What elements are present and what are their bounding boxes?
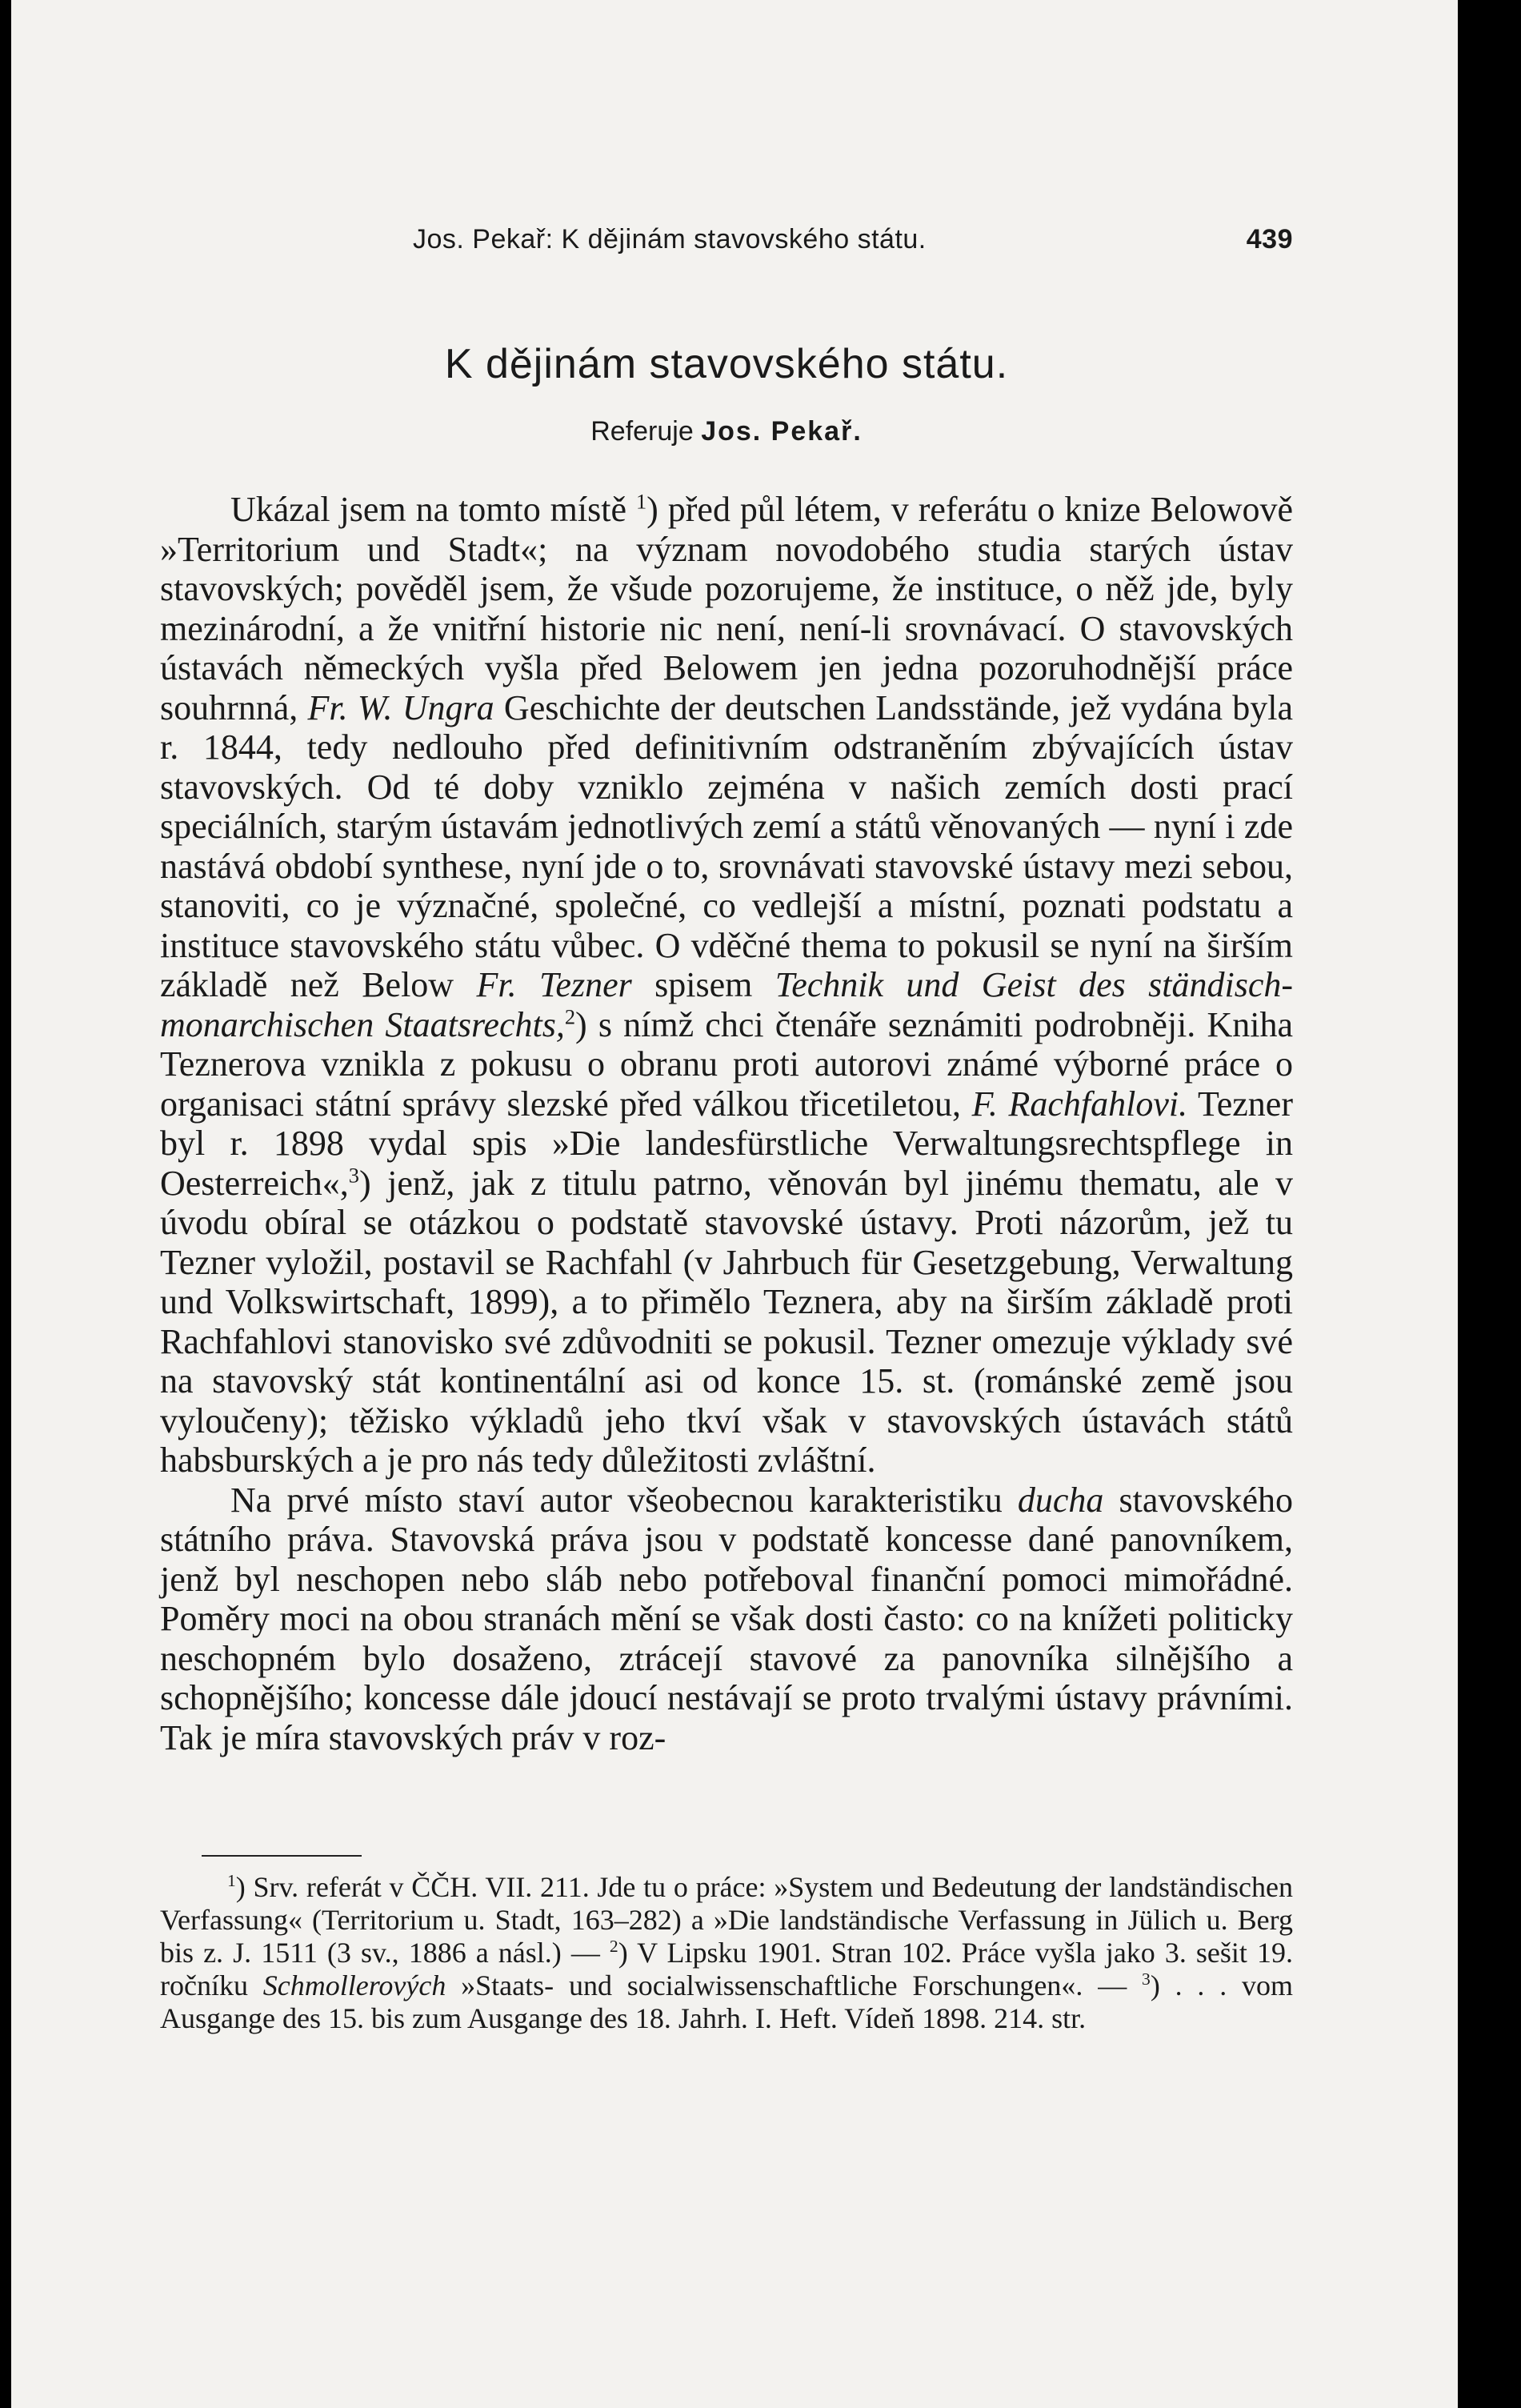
- text-run: Na prvé místo staví autor všeobecnou karakteristiku: [230, 1480, 1018, 1520]
- footnote-ref-2: 2: [564, 1004, 576, 1028]
- running-header: [413, 224, 1293, 264]
- text-run: spisem: [631, 965, 775, 1004]
- byline-author: Jos. Pekař.: [701, 416, 863, 447]
- paragraph-1: [160, 490, 1293, 1480]
- paragraph-2: [160, 1480, 1293, 1758]
- footnote-mark-1: 1: [227, 1871, 236, 1890]
- footnote-1: ) Srv. referát v ČČH. VII. 211. Jde tu o práce: »System und Bedeutung der landständischen Verfassung« (Territorium u. Stadt, 163–282) a »Die landständische Verfassung in Jülich u. Berg bis z. J. 1511 (3 sv., 1886 a násl.) —: [160, 1871, 1293, 1969]
- text-run: ) před půl létem, v referátu o knize Belowově »Territorium und Stadt«; na význam novodobého studia starých ústav stavovských; pověděl jsem, že všude pozorujeme, že instituce, o něž jde, byly mezinárodní, a že vnitřní historie nic není, není-li srovnávací. O stavovských ústavách německých vyšla před Belowem jen jedna pozoruhodnější práce souhrnná,: [160, 490, 1294, 727]
- italic-author-tezner: Fr. Tezner: [476, 965, 632, 1004]
- footnote-divider: [202, 1855, 362, 1857]
- byline-prefix: Referuje: [590, 416, 694, 447]
- byline: [160, 416, 1293, 447]
- italic-author-rachfahl: F. Rachfahlovi.: [971, 1084, 1188, 1124]
- footnote-2-b: »Staats- und socialwissenschaftliche Forschungen«. —: [446, 1969, 1143, 2001]
- footnote-2-a: ) V Lipsku 1901. Stran 102. Práce vyšla jako 3. sešit 19. ročníku: [160, 1937, 1293, 2001]
- text-run: stavovského státního práva. Stavovská práva jsou v podstatě koncesse dané panovníkem, jenž byl neschopen nebo sláb nebo potřeboval finanční pomoci mimořádné. Poměry moci na obou stranách mění se však dosti často: co na knížeti politicky neschopném bylo dosaženo, ztrácejí stavové za panovníka silnějšího a schopnějšího; koncesse dále jdoucí nestávají se proto trvalými ústavy právními. Tak je míra stavovských práv v roz-: [160, 1480, 1293, 1757]
- text-run: Tezner byl r. 1898 vydal spis »Die landesfürstliche Verwaltungsrechtspflege in Oesterreich«,: [160, 1084, 1293, 1203]
- footnote-mark-2: 2: [609, 1937, 618, 1956]
- italic-book-title: Technik und Geist des ständisch-monarchischen Staatsrechts,: [160, 965, 1294, 1044]
- page-number: 439: [1246, 224, 1293, 254]
- italic-author-ungr: Fr. W. Ungra: [307, 687, 494, 727]
- italic-term-ducha: ducha: [1017, 1480, 1104, 1520]
- text-run: Geschichte der deutschen Landsstände, jež vydána byla r. 1844, tedy nedlouho před definitivním odstraněním zbývajících ústav stavovských. Od té doby vzniklo zejména v našich zemích dosti prací speciálních, starým ústavám jednotlivých zemí a států věnovaných — nyní i zde nastává období synthese, nyní jde o to, srovnávati stavovské ústavy mezi sebou, stanoviti, co je význačné, společné, co vedlejší a místní, poznati podstatu a instituce stavovského státu vůbec. O vděčné thema to pokusil se nyní na širším základě než Below: [160, 687, 1293, 1004]
- footnote-ref-3: 3: [348, 1162, 359, 1187]
- footnotes: [160, 1871, 1293, 2035]
- article-title: K dějinám stavovského státu.: [444, 341, 1009, 387]
- running-title: Jos. Pekař: K dějinám stavovského státu.: [413, 224, 927, 254]
- footnote-3: ) . . . vom Ausgange des 15. bis zum Ausgange des 18. Jahrh. I. Heft. Vídeň 1898. 214. str.: [160, 1969, 1294, 2034]
- footnote-ref-1: 1: [635, 489, 647, 514]
- text-run: ) s nímž chci čtenáře seznámiti podrobněji. Kniha Teznerova vznikla z pokusu o obranu proti autorovi známé výborné práce o organisaci státní správy slezské před válkou třicetiletou,: [160, 1004, 1293, 1124]
- scan-border: [1458, 0, 1521, 2408]
- footnote-block: [160, 1871, 1293, 2035]
- article-body: [160, 490, 1293, 1757]
- footnote-2-italic: Schmollerových: [262, 1969, 446, 2001]
- text-run: ) jenž, jak z titulu patrno, věnován byl jinému thematu, ale v úvodu obíral se otázkou o podstatě stavovské ústavy. Proti názorům, jež tu Tezner vyložil, postavil se Rachfahl (v Jahrbuch für Gesetzgebung, Verwaltung und Volkswirtschaft, 1899), a to přimělo Teznera, aby na širším základě proti Rachfahlovi stanovisko své zdůvodniti se pokusil. Tezner omezuje výklady své na stavovský stát kontinentální asi od konce 15. st. (románské země jsou vyloučeny); těžisko výkladů jeho tkví však v stavovských ústavách států habsburských a je pro nás tedy důležitosti zvláštní.: [160, 1163, 1293, 1480]
- text-run: Ukázal jsem na tomto místě: [230, 490, 636, 529]
- footnote-mark-3: 3: [1142, 1969, 1151, 1989]
